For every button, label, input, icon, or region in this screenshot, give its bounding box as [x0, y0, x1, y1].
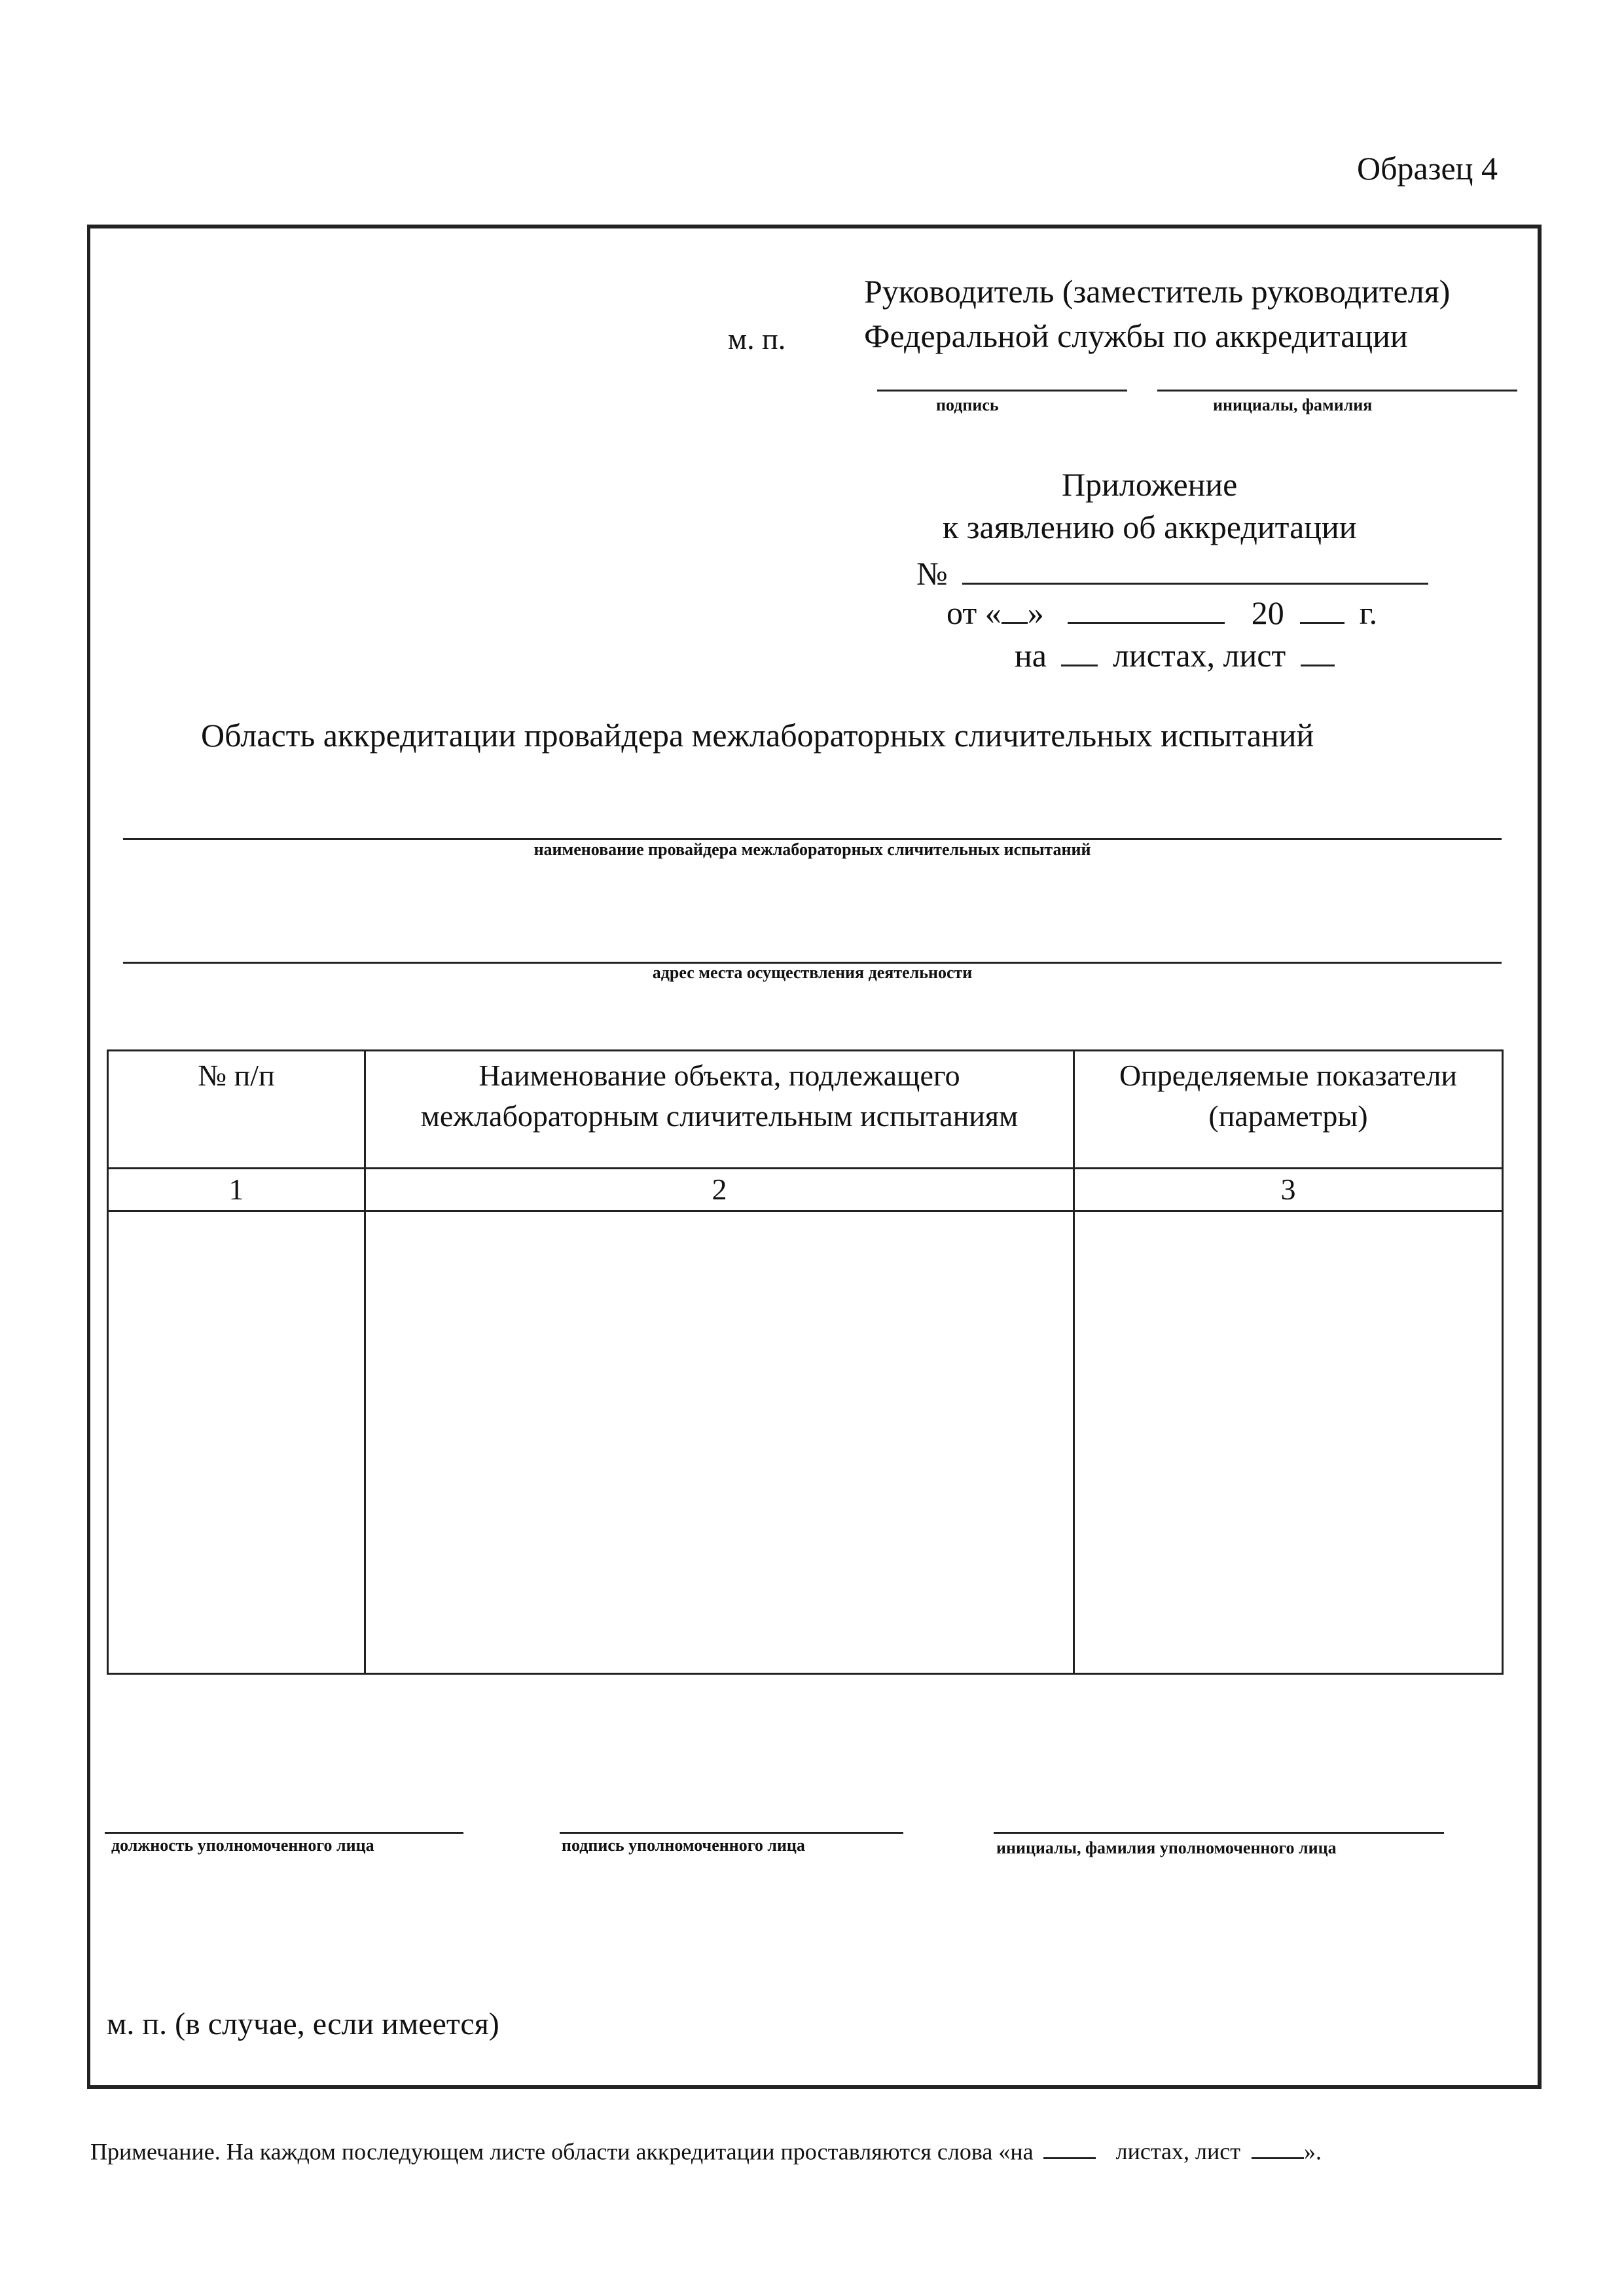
footnote-middle: листах, лист	[1115, 2138, 1240, 2165]
header-cell-number: № п/п	[108, 1051, 365, 1169]
sheets-na: на	[1015, 637, 1047, 674]
appendix-sheets-row	[1015, 635, 1335, 672]
appendix-subtitle: к заявлению об аккредитации	[943, 509, 1357, 545]
header-cell-parameters: Определяемые показатели (параметры)	[1074, 1051, 1503, 1169]
table-cell-empty[interactable]	[1074, 1211, 1503, 1674]
table-header-row	[108, 1051, 1503, 1169]
sample-label: Образец 4	[1357, 150, 1498, 187]
date-from: от «	[947, 594, 1001, 631]
scope-table	[107, 1049, 1504, 1675]
footnote	[90, 2136, 1322, 2165]
address-caption: адрес места осуществления деятельности	[652, 963, 973, 982]
initials-line	[1157, 390, 1517, 392]
column-number-3: 3	[1074, 1169, 1503, 1211]
position-caption: должность уполномоченного лица	[111, 1836, 374, 1855]
footnote-suffix: ».	[1303, 2138, 1322, 2165]
position-line[interactable]	[105, 1832, 463, 1834]
authorized-signature-line[interactable]	[560, 1832, 903, 1834]
year-prefix: 20	[1251, 594, 1284, 631]
document-title: Область аккредитации провайдера межлабораторных сличительных испытаний	[201, 717, 1314, 754]
sheets-count-blank[interactable]	[1061, 635, 1098, 666]
date-close: »	[1027, 594, 1044, 631]
table-cell-empty[interactable]	[108, 1211, 365, 1674]
table-number-row	[108, 1169, 1503, 1211]
authorized-name-line[interactable]	[994, 1832, 1444, 1834]
appendix-date-row	[947, 592, 1377, 629]
year-suffix: г.	[1359, 594, 1378, 631]
month-blank[interactable]	[1068, 592, 1225, 624]
appendix-title: Приложение	[1062, 466, 1238, 503]
appendix-number-row	[916, 553, 1428, 590]
authorized-signature-caption: подпись уполномоченного лица	[562, 1836, 805, 1855]
authorized-name-caption: инициалы, фамилия уполномоченного лица	[996, 1838, 1337, 1857]
signature-line	[877, 390, 1127, 392]
sheet-number-blank[interactable]	[1301, 635, 1335, 666]
day-blank[interactable]	[1001, 592, 1028, 624]
table-cell-empty[interactable]	[365, 1211, 1074, 1674]
seal-note: м. п. (в случае, если имеется)	[107, 2007, 499, 2041]
footnote-prefix: Примечание. На каждом последующем листе области аккредитации проставляются слова «на	[90, 2138, 1034, 2165]
column-number-2: 2	[365, 1169, 1074, 1211]
signature-caption: подпись	[936, 395, 999, 414]
seal-mark: м. п.	[728, 322, 786, 355]
column-number-1: 1	[108, 1169, 365, 1211]
provider-name-caption: наименование провайдера межлабораторных сличительных испытаний	[533, 840, 1091, 859]
head-title-line2: Федеральной службы по аккредитации	[864, 318, 1408, 354]
footnote-blank-1	[1043, 2136, 1096, 2159]
number-label: №	[916, 555, 948, 592]
footnote-blank-2	[1252, 2136, 1304, 2159]
number-blank[interactable]	[962, 553, 1428, 585]
year-blank[interactable]	[1300, 592, 1344, 624]
initials-caption: инициалы, фамилия	[1213, 395, 1373, 414]
sheets-mid: листах, лист	[1112, 637, 1286, 674]
table-body-row	[108, 1211, 1503, 1674]
head-title-line1: Руководитель (заместитель руководителя)	[864, 273, 1451, 310]
header-cell-object: Наименование объекта, подлежащего межлабораторным сличительным испытаниям	[365, 1051, 1074, 1169]
